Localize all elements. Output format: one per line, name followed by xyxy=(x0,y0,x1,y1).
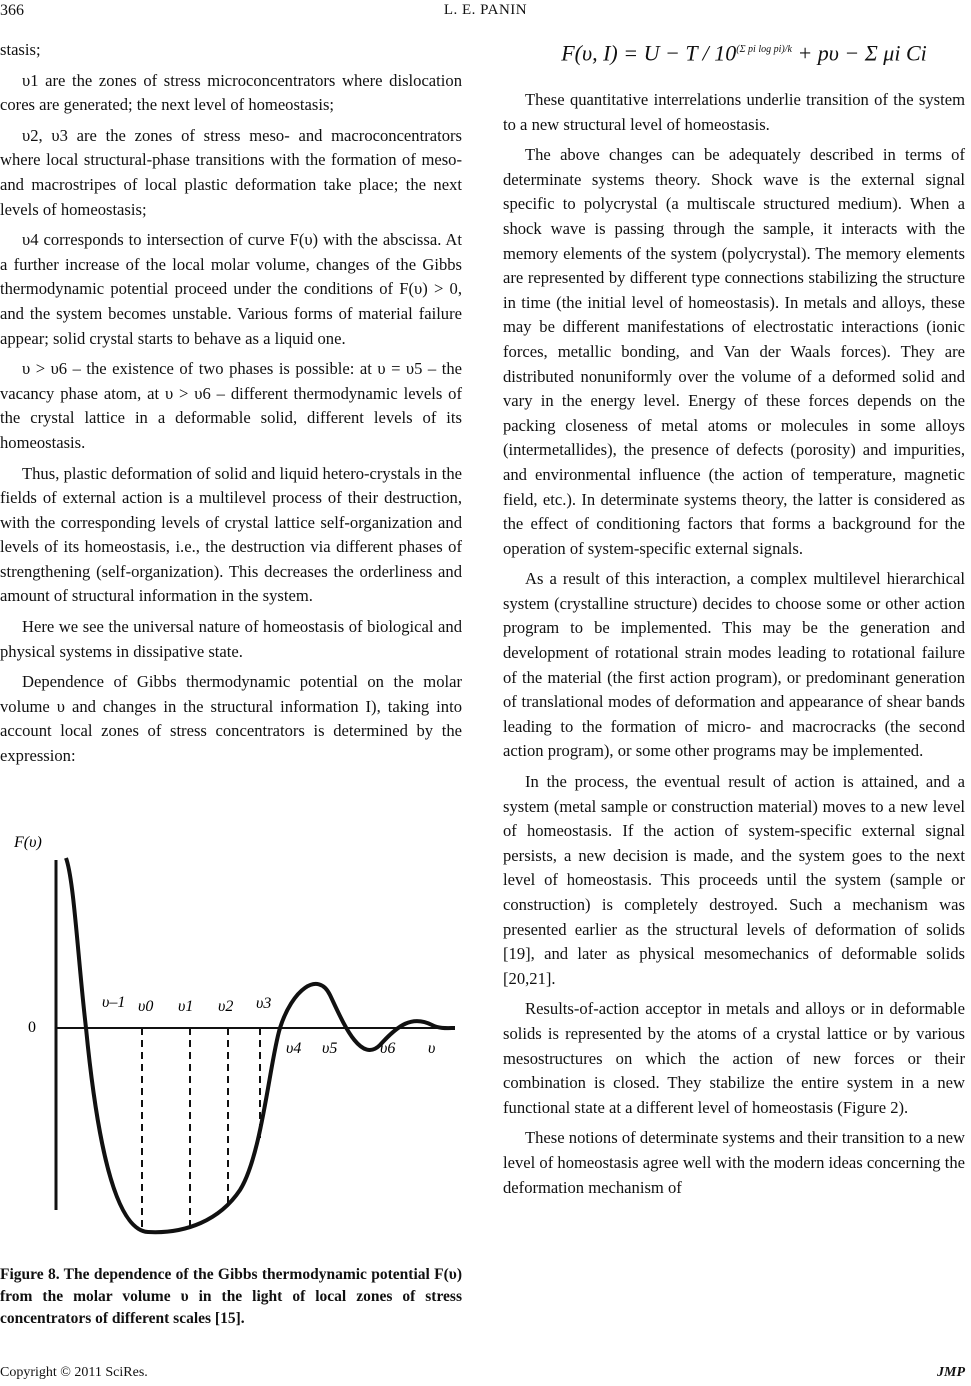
label-v5: υ5 xyxy=(322,1040,338,1057)
label-v3: υ3 xyxy=(256,995,272,1012)
label-v4: υ4 xyxy=(286,1040,302,1057)
running-title: L. E. PANIN xyxy=(443,2,528,18)
label-v-1: υ–1 xyxy=(102,994,126,1011)
paragraph: Results-of-action acceptor in metals and alloys or in deformable solids is represented by the atoms of a crystal lattice or by various mesostructures on which the action of new forces or their combination is closed. They stabilize the entire system in a new functional state at a different level of homeostasis (Figure 2). xyxy=(503,999,965,1117)
y-axis-label: F(υ) xyxy=(14,834,42,851)
gibbs-curve-plot xyxy=(0,820,462,1260)
page-number: 366 xyxy=(0,2,24,19)
left-column xyxy=(0,38,462,775)
figure-caption: Figure 8. The dependence of the Gibbs thermodynamic potential F(υ) from the molar volume υ in the light of local zones of stress concentrators of different scales [15]. xyxy=(0,1266,462,1327)
paragraph: The above changes can be adequately described in terms of determinate systems theory. Shock wave is the external signal specific to polycrystal (a multiscale structured medium). When a shock wave is passing through the sample, it interacts with the memory elements of the system (polycrystal). The memory elements are represented by different type connections stabilizing the structure in time (the initial level of homeostasis). In metals and alloys, these may be different manifestations of electrostatic interactions (ionic forces, metallic bonding, and Van der Waals forces). They are distributed nonuniformly over the volume of a deformed solid and vary in the energy level. Energy of these forces depends on the packing closeness of metal atoms or molecules in some alloys (intermetallides), the presence of defects (porosity) and impurities, and environmental influence (the action of temperature, magnetic field, etc.). In determinate systems theory, the latter is considered as the effect of conditioning factors that forms a background for the operation of system-specific external signals. xyxy=(503,145,965,558)
gibbs-formula xyxy=(503,36,965,88)
paragraph: These notions of determinate systems and their transition to a new level of homeostasis agree well with the modern ideas concerning the deformation mechanism of xyxy=(503,1128,965,1197)
label-v6: υ6 xyxy=(380,1040,396,1057)
paragraph: υ1 are the zones of stress microconcentrators where dislocation cores are generated; the next level of homeostasis; xyxy=(0,70,462,115)
journal-abbrev: JMP xyxy=(937,1365,965,1380)
formula-rhs: + pυ − Σ μi Ci xyxy=(797,40,927,66)
paragraph: stasis; xyxy=(0,40,41,59)
right-column xyxy=(503,36,965,1206)
formula-lhs: F(υ, I) = U − T / 10 xyxy=(561,40,737,66)
paragraph: These quantitative interrelations underlie transition of the system to a new structural level of homeostasis. xyxy=(503,90,965,134)
paragraph: As a result of this interaction, a complex multilevel hierarchical system (crystalline structure) decides to choose some or other action program to be implemented. This may be the generation and development of rotational strain modes leading to rotational failure of the material (the first action program), or predominant generation of translational modes of deformation and appearance of shear bands leading to the formation of micro- and macrocracks (the second action program), or some other programs may be implemented. xyxy=(503,569,965,761)
origin-label: 0 xyxy=(28,1019,36,1036)
label-v2: υ2 xyxy=(218,998,234,1015)
formula-exponent: (Σ pi log pi)/k xyxy=(736,44,792,55)
paragraph: In the process, the eventual result of action is attained, and a system (metal sample or construction material) moves to a new level of homeostasis. If the action of system-specific external signal persists, a new decision is made, and the system goes to the next level of homeostasis. This proceeds until the system (sample or construction) is completely destroyed. Such a mechanism was presented earlier as the structural levels of deformation of solids [19], and later as physical mesomechanics of deformable solids [20,21]. xyxy=(503,772,965,988)
paragraph: υ > υ6 – the existence of two phases is possible: at υ = υ5 – the vacancy phase atom, at υ > υ6 – different thermodynamic levels of the crystal lattice in a deformable solid, different levels of its homeostasis. xyxy=(0,359,462,452)
paragraph: υ2, υ3 are the zones of stress meso- and macroconcentrators where local structural-phase transitions with the formation of meso- and macrostripes of local plastic deformation take place; the next levels of homeostasis; xyxy=(0,125,462,219)
paragraph: Thus, plastic deformation of solid and liquid hetero-crystals in the fields of external action is a multilevel process of their destruction, with the corresponding levels of crystal lattice self-organization and levels of its homeostasis, i.e., the destruction via different phases of strengthening (self-organization). This decreases the orderliness and amount of structural information in the system. xyxy=(0,463,462,606)
label-v1: υ1 xyxy=(178,998,194,1015)
label-v0: υ0 xyxy=(138,998,154,1015)
figure-8 xyxy=(0,820,462,1260)
paragraph: Dependence of Gibbs thermodynamic potential on the molar volume υ and changes in the structural information I), taking into account local zones of stress concentrators is determined by the expression: xyxy=(0,672,462,766)
copyright: Copyright © 2011 SciRes. xyxy=(0,1365,148,1380)
paragraph: Here we see the universal nature of homeostasis of biological and physical systems in dissipative state. xyxy=(0,617,462,661)
label-v: υ xyxy=(428,1040,436,1057)
paragraph: υ4 corresponds to intersection of curve F(υ) with the abscissa. At a further increase of the local molar volume, changes of the Gibbs thermodynamic potential proceed under the conditions of F(υ) > 0, and the system becomes unstable. Various forms of material failure appear; solid crystal starts to behave as a liquid one. xyxy=(0,230,462,348)
